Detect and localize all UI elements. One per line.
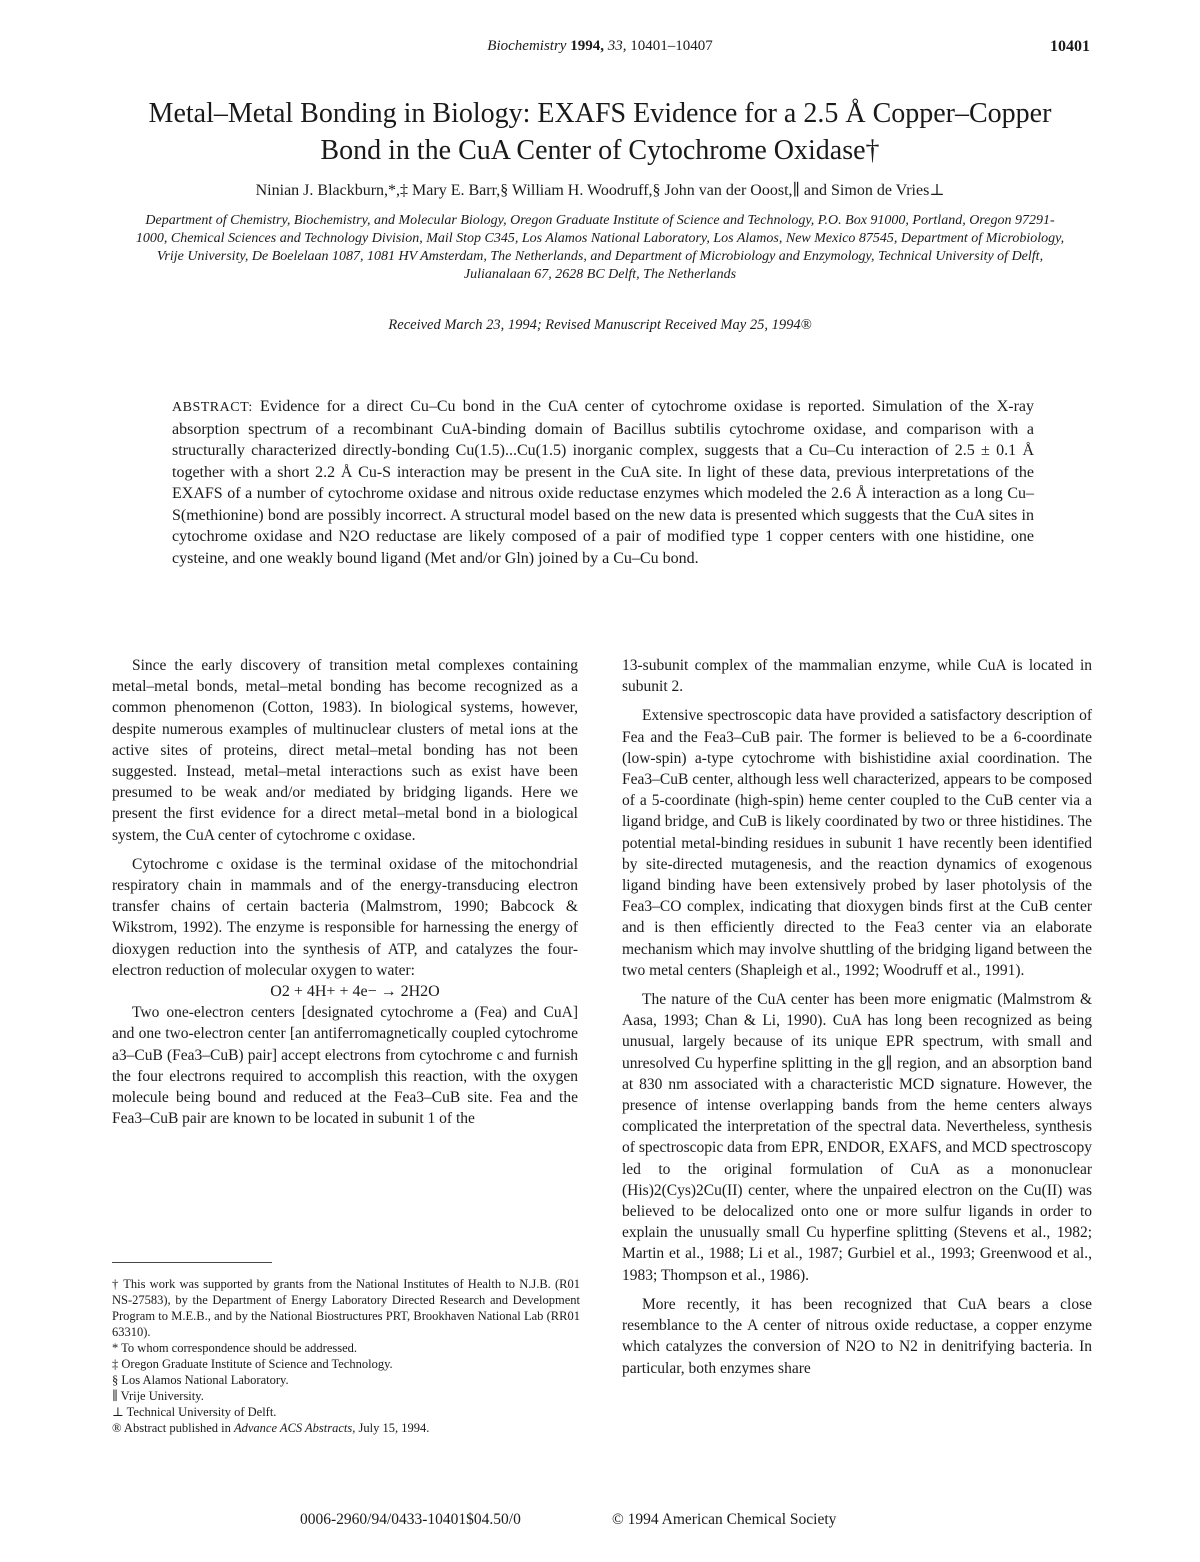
journal-pages: 10401–10407 — [630, 38, 713, 54]
received-dates: Received March 23, 1994; Revised Manuscript Received May 25, 1994® — [388, 317, 812, 333]
body-paragraph: Two one-electron centers [designated cytochrome a (Fea) and CuA] and one two-electron center [an antiferromagnetically coupled cytochrome a3–CuB (Fea3–CuB) pair] accept electrons from cytochrome c and furnish the four electrons required to accomplish this reaction, with the oxygen molecule being bound and reduced at the Fea3–CuB site. Fea and the Fea3–CuB pair are known to be located in subunit 1 of the — [112, 1004, 578, 1128]
footnote: ∥ Vrije University. — [112, 1389, 204, 1403]
body-paragraph: Since the early discovery of transition metal complexes containing metal–metal bonds, metal–metal bonding has become recognized as a common phenomenon (Cotton, 1983). In biological systems, however, despite numerous examples of multinuclear clusters of metal ions at the active sites of proteins, direct metal–metal bonding has not been suggested. Instead, metal–metal interactions such as exist have been presumed to be weak and/or mediated by bridging ligands. Here we present the first evidence for a direct metal–metal bond in a biological system, the CuA center of cytochrome c oxidase. — [112, 657, 578, 844]
footnote: * To whom correspondence should be addressed. — [112, 1341, 358, 1355]
body-paragraph: The nature of the CuA center has been more enigmatic (Malmstrom & Aasa, 1993; Chan & Li, 1990). CuA has long been recognized as being unusual, largely because of its unique EPR spectrum, with small and unresolved Cu hyperfine splitting in the g∥ region, and an absorption band at 830 nm associated with a characteristic MCD signature. However, the presence of intense overlapping bands from the heme centers always complicated the interpretation of the spectral data. Nevertheless, synthesis of spectroscopic data from EPR, ENDOR, EXAFS, and MCD spectroscopy led to the original formulation of CuA as a mononuclear (His)2(Cys)2Cu(II) center, where the unpaired electron on the Cu(II) was believed to be delocalized onto one or more sulfur ligands in order to explain the unusually small Cu hyperfine splitting (Stevens et al., 1982; Martin et al., 1988; Li et al., 1987; Gurbiel et al., 1993; Greenwood et al., 1983; Thompson et al., 1986). — [622, 991, 1092, 1284]
page-number: 10401 — [1050, 38, 1090, 55]
body-paragraph: More recently, it has been recognized that CuA bears a close resemblance to the A center of nitrous oxide reductase, a copper enzyme which catalyzes the conversion of N2O to N2 in denitrifying bacteria. In particular, both enzymes share — [622, 1295, 1092, 1377]
left-column — [112, 655, 578, 1129]
title-line-1: Metal–Metal Bonding in Biology: EXAFS Evidence for a 2.5 Å Copper–Copper — [148, 98, 1052, 129]
footnote: ⊥ Technical University of Delft. — [112, 1405, 277, 1419]
abstract-text: Evidence for a direct Cu–Cu bond in the CuA center of cytochrome oxidase is reported. Simulation of the X-ray absorption spectrum of a recombinant CuA-binding domain of Bacillus subtilis cytochrome oxidase, and comparison with a structurally characterized directly-bonding Cu(1.5)...Cu(1.5) inorganic complex, suggests that a Cu–Cu interaction of 2.5 ± 0.1 Å together with a short 2.2 Å Cu-S interaction may be present in the CuA site. In light of these data, previous interpretations of the EXAFS of a number of cytochrome oxidase and nitrous oxide reductase enzymes which modeled the 2.6 Å interaction as a long Cu–S(methionine) bond are possibly incorrect. A structural model based on the new data is presented which suggests that the CuA sites in cytochrome oxidase and N2O reductase are likely composed of a pair of modified type 1 copper centers with one histidine, one cysteine, and one weakly bound ligand (Met and/or Gln) joined by a Cu–Cu bond. — [172, 398, 1035, 567]
body-paragraph: 13-subunit complex of the mammalian enzyme, while CuA is located in subunit 2. — [622, 657, 1092, 696]
abstract-label: ABSTRACT: — [172, 400, 253, 415]
right-column — [622, 655, 1092, 1379]
publication-code: 0006-2960/94/0433-10401$04.50/0 — [300, 1511, 521, 1528]
footnote-prefix: ® Abstract published in — [112, 1421, 231, 1435]
journal-volume: 33, — [607, 38, 627, 54]
journal-name: Biochemistry — [487, 38, 567, 54]
paper-title — [90, 95, 1110, 169]
author-list: Ninian J. Blackburn,*,‡ Mary E. Barr,§ William H. Woodruff,§ John van der Ooost,∥ and Simon de Vries⊥ — [255, 182, 945, 199]
body-paragraph: Cytochrome c oxidase is the terminal oxidase of the mitochondrial respiratory chain in mammals and of the energy-transducing electron transfer chains of certain bacteria (Malmstrom, 1990; Babcock & Wikstrom, 1992). The enzyme is responsible for harnessing the energy of dioxygen reduction into the synthesis of ATP, and catalyzes the four-electron reduction of molecular oxygen to water: — [112, 855, 578, 979]
affiliations: Department of Chemistry, Biochemistry, and Molecular Biology, Oregon Graduate Institute of Science and Technology, P.O. Box 91000, Portland, Oregon 97291-1000, Chemical Sciences and Technology Division, Mail Stop C345, Los Alamos National Laboratory, Los Alamos, New Mexico 87545, Department of Microbiology, Vrije University, De Boelelaan 1087, 1081 HV Amsterdam, The Netherlands, and Department of Microbiology and Enzymology, Technical University of Delft, Julianalaan 67, 2628 BC Delft, The Netherlands — [135, 213, 1065, 282]
footnotes — [112, 1276, 580, 1436]
footnote: ‡ Oregon Graduate Institute of Science and Technology. — [112, 1357, 393, 1371]
copyright-line: © 1994 American Chemical Society — [612, 1511, 837, 1528]
journal-year: 1994, — [570, 38, 604, 54]
footnote-divider — [112, 1262, 272, 1263]
footnote: § Los Alamos National Laboratory. — [112, 1373, 289, 1387]
running-header — [0, 38, 1200, 55]
footnote: † This work was supported by grants from the National Institutes of Health to N.J.B. (R01 NS-27583), by the Department of Energy Laboratory Directed Research and Development Program to M.E.B., and by the National Biostructures PRT, Brookhaven National Lab (RR01 63310). — [112, 1277, 580, 1339]
footnote — [112, 1420, 580, 1436]
abstract — [172, 396, 1034, 569]
footnote-italic: Advance ACS Abstracts, — [234, 1421, 356, 1435]
equation: O2 + 4H+ + 4e− → 2H2O — [270, 983, 440, 1001]
body-paragraph: Extensive spectroscopic data have provided a satisfactory description of Fea and the Fea3–CuB pair. The former is believed to be a 6-coordinate (low-spin) a-type cytochrome with bishistidine axial coordination. The Fea3–CuB center, although less well characterized, appears to be composed of a 5-coordinate (high-spin) heme center coupled to the CuB center via a ligand bridge, and CuB is likely coordinated by two or three histidines. The potential metal-binding residues in subunit 1 have recently been identified by site-directed mutagenesis, and the reaction dynamics of exogenous ligand binding have been extensively probed by laser photolysis of the Fea3–CO complex, indicating that dioxygen binds first at the CuB center and is then efficiently directed to the Fea3 center via an elaborate mechanism which may involve shuttling of the bridging ligand between the two metal centers (Shapleigh et al., 1992; Woodruff et al., 1991). — [622, 707, 1092, 979]
footnote-suffix: July 15, 1994. — [358, 1421, 430, 1435]
title-line-2: Bond in the CuA Center of Cytochrome Oxidase† — [320, 135, 880, 166]
